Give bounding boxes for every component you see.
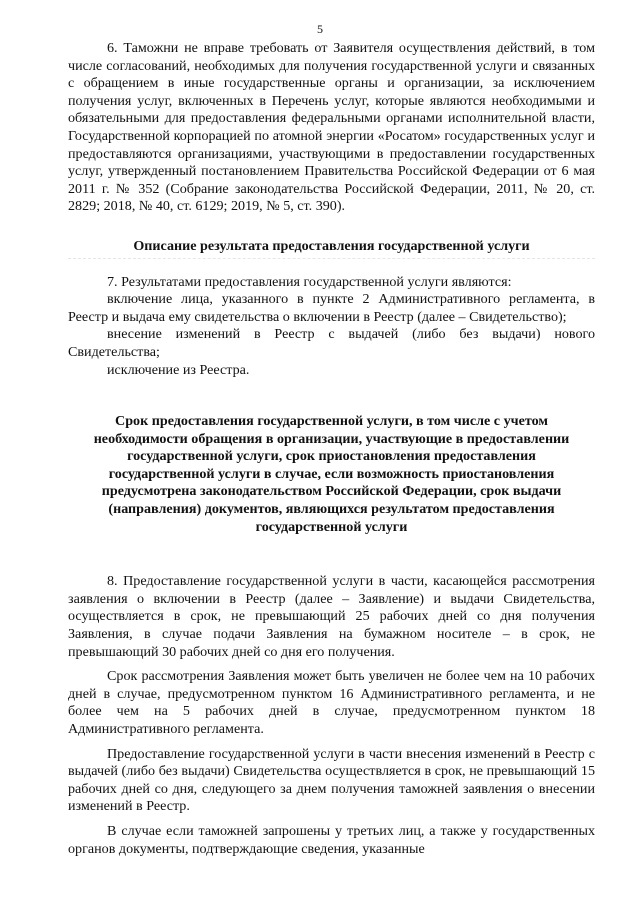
paragraph-item-7-list-3: исключение из Реестра. [107,361,250,378]
paragraph-item-7-intro: 7. Результатами предоставления государственной услуги являются: [107,273,512,290]
paragraph-item-6: 6. Таможни не вправе требовать от Заявителя осуществления действий, в том числе согласований, необходимых для получения государственной услуги и связанных с обращением в иные государственные органы и организации, за исключением получения услуг, включенных в Перечень услуг, которые являются необходимыми и обязательными для предоставления федеральными органами исполнительной власти, Государственной корпорацией по атомной энергии «Росатом» государственных услуг и предоставляются организациями, участвующими в предоставлении государственных услуг, утвержденный постановлением Правительства Российской Федерации от 6 мая 2011 г. № 352 (Собрание законодательства Российской Федерации, 2011, № 20, ст. 2829; 2018, № 40, ст. 6129; 2019, № 5, ст. 390). [68,40,595,215]
paragraph-item-7-list-1: включение лица, указанного в пункте 2 Административного регламента, в Реестр и выдача ему свидетельства о включении в Реестр (далее – Свидетельство); [68,291,595,325]
faint-divider [68,258,595,259]
paragraph-item-8-2: Срок рассмотрения Заявления может быть увеличен не более чем на 10 рабочих дней в случае, предусмотренном пунктом 16 Административного регламента, и не более чем на 5 рабочих дней в случае, предусмотренном пунктом 18 Административного регламента. [68,668,595,737]
page-number: 5 [317,22,323,36]
paragraph-item-8-4: В случае если таможней запрошены у третьих лиц, а также у государственных органов документы, подтверждающие сведения, указанные [68,822,595,857]
page-content [68,40,595,858]
paragraph-item-8-1: 8. Предоставление государственной услуги в части, касающейся рассмотрения заявления о включении в Реестр (далее – Заявление) и выдачи Свидетельства, осуществляется в срок, не превышающий 25 рабочих дней со дня получения Заявления, в случае подачи Заявления на бумажном носителе – в срок, не превышающий 30 рабочих дней со дня его получения. [68,573,595,660]
paragraph-item-7-list-2: внесение изменений в Реестр с выдачей (либо без выдачи) нового Свидетельства; [68,326,595,360]
section-heading-result: Описание результата предоставления государственной услуги [133,237,530,254]
paragraph-item-8-3: Предоставление государственной услуги в части внесения изменений в Реестр с выдачей (либо без выдачи) Свидетельства осуществляется в срок, не превышающий 15 рабочих дней со дня, следующего за днем получения таможней заявления о внесении изменений в Реестр. [68,745,595,815]
section-heading-term: Срок предоставления государственной услуги, в том числе с учетом необходимости обращения в организации, участвующие в предоставлении государственной услуги, срок приостановления предоставления государственной услуги в случае, если возможность приостановления предусмотрена законодательством Российской Федерации, срок выдачи (направления) документов, являющихся результатом предоставления государственной услуги [93,413,570,535]
